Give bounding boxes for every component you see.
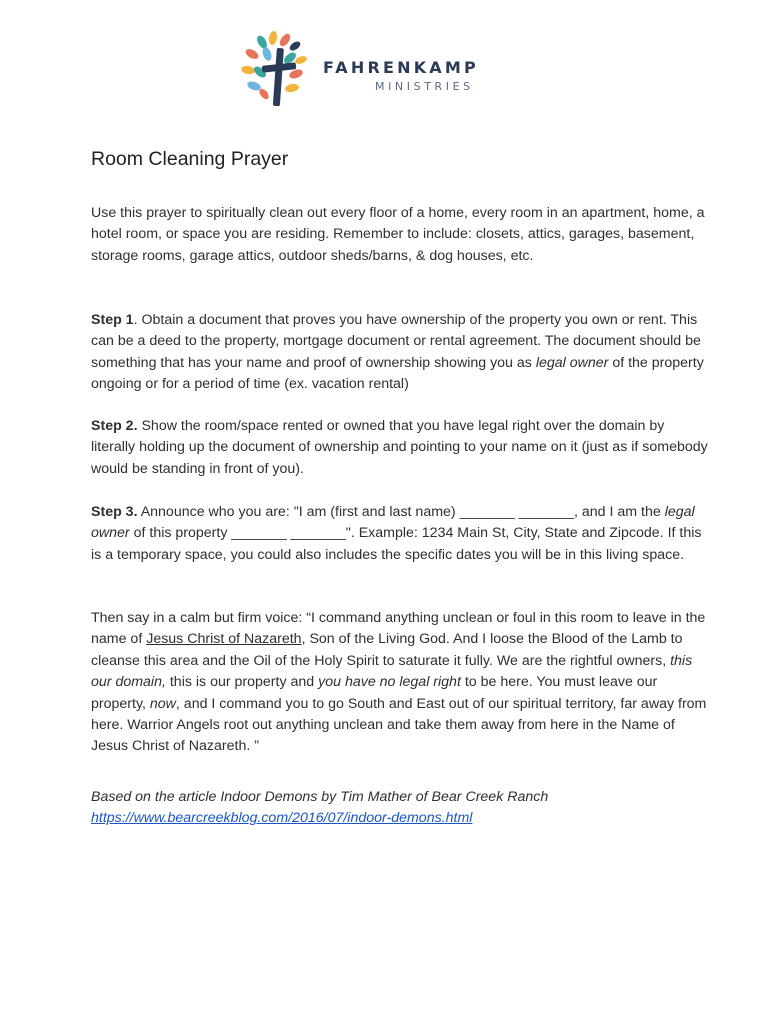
command-text-a: Then say in a calm but firm voice: “I command anything unclean or foul in this room to leave in the name of: [91, 610, 706, 648]
step-1-label: Step 1: [91, 312, 134, 328]
step-3-text-b: of this property _______ _______". Example: 1234 Main St, City, State and Zipcode. If this is a temporary space, you could also includes the specific dates you will be in this living space.: [91, 525, 702, 563]
command-paragraph: [91, 608, 711, 758]
step-2-text: Show the room/space rented or owned that you have legal right over the domain by literally holding up the document of ownership and pointing to your name on it (just as if somebody would be standing in front of you).: [91, 418, 708, 477]
step-3-text-a: Announce who you are: "I am (first and last name) _______ _______, and I am the: [137, 504, 665, 520]
step-1-paragraph: [91, 310, 711, 396]
step-3-emphasis: legal owner: [91, 504, 695, 542]
document-title: Room Cleaning Prayer: [91, 148, 289, 170]
brand-subtitle: MINISTRIES: [375, 80, 474, 93]
command-emphasis-1: this our domain,: [91, 652, 693, 691]
step-1-text-a: . Obtain a document that proves you have ownership of the property you own or rent. This can be a deed to the property, mortgage document or rental agreement. The document should be something that has your name and proof of ownership showing you as: [91, 312, 701, 371]
ministry-logo: [240, 30, 540, 110]
step-2-label: Step 2.: [91, 418, 138, 434]
intro-paragraph: Use this prayer to spiritually clean out every floor of a home, every room in an apartment, home, a hotel room, or space you are residing. Remember to include: closets, attics, garages, basement, storage rooms, garage attics, outdoor sheds/barns, & dog houses, etc.: [91, 205, 705, 264]
step-1-emphasis: legal owner: [535, 354, 609, 371]
step-2-paragraph: [91, 416, 711, 480]
command-emphasis-3: now: [149, 695, 176, 712]
command-text-e: , and I command you to go South and East out of our spiritual territory, far away from here. Warrior Angels root out anything unclean and take them away from here in the Name of Jesus Christ of Nazareth. ”: [91, 695, 707, 755]
command-text-c: this is our property and: [165, 674, 319, 691]
citation-block: [91, 787, 711, 830]
step-3-label: Step 3.: [91, 504, 138, 520]
source-link[interactable]: https://www.bearcreekblog.com/2016/07/indoor-demons.html: [91, 810, 473, 827]
brand-name: FAHRENKAMP: [323, 58, 479, 77]
jesus-christ-underlined: Jesus Christ of Nazareth: [146, 631, 302, 648]
command-text-d: to be here. You must leave our property,: [91, 674, 658, 712]
step-3-paragraph: [91, 502, 711, 566]
command-text-b: , Son of the Living God. And I loose the Blood of the Lamb to cleanse this area and the Oil of the Holy Spirit to saturate it fully. We are the rightful owners,: [91, 631, 683, 669]
step-1-text-b: of the property ongoing or for a period of time (ex. vacation rental): [91, 354, 704, 393]
tree-cross-logo-icon: [240, 30, 320, 110]
citation-text: Based on the article Indoor Demons by Tim Mather of Bear Creek Ranch: [91, 789, 549, 805]
command-emphasis-2: you have no legal right: [318, 674, 461, 691]
